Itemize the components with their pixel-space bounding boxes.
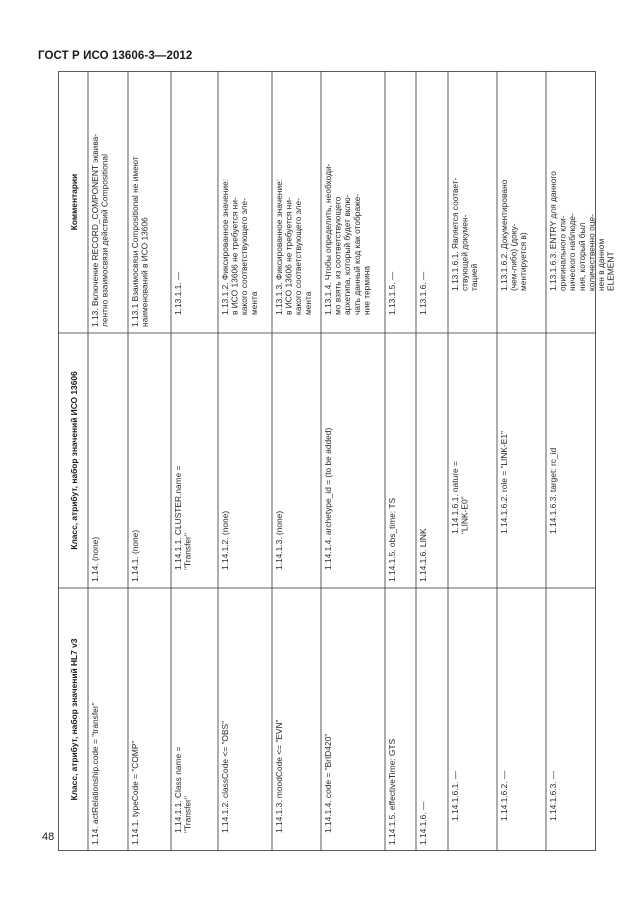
hl7-cell <box>90 702 100 845</box>
iso-cell <box>450 461 470 534</box>
iso-cell <box>130 530 140 582</box>
comment-cell-line: количественно оце- <box>586 214 597 291</box>
comment-cell-line: мента <box>302 291 313 315</box>
comment-cell <box>418 271 428 315</box>
comment-cell <box>499 179 528 291</box>
iso-cell <box>499 431 509 534</box>
hl7-cell-line: 1.14.1.6.3. — <box>548 770 558 821</box>
iso-cell-line: "LINK-E0" <box>459 496 470 534</box>
hl7-cell-line: 1.14.1.3. moodCode <= "EVN" <box>274 719 284 833</box>
comment-cell <box>274 179 313 315</box>
column-header: Класс, атрибут, набор значений ИСО 13606 <box>69 371 79 550</box>
iso-cell-line: 1.14.1.6.3. target: rc_id <box>548 447 558 534</box>
iso-cell-line: "Transfer" <box>182 533 193 570</box>
comment-cell <box>450 177 479 291</box>
comment-cell <box>220 179 259 315</box>
comment-cell-line: 1.13.1.6.2. Документировано <box>499 179 509 291</box>
mapping-table-grid <box>58 71 616 851</box>
comment-cell-line: оригинального кли- <box>557 215 568 291</box>
comment-cell-line: 1.13.1 Взаимосвязи Compositional не имеют <box>130 156 140 327</box>
comment-cell-line: 1.13.1.1. — <box>173 271 183 315</box>
comment-cell-line: в ИСО 13606 не требуется ни- <box>283 197 294 315</box>
comment-cell-line: ментируется в) <box>518 232 529 291</box>
comment-cell <box>90 134 110 327</box>
hl7-cell-line: 1.14.1. typeCode = "COMP" <box>130 740 140 845</box>
comment-cell-line: ствующей докумен- <box>459 214 470 291</box>
comment-cell <box>548 171 616 291</box>
iso-cell <box>418 528 428 582</box>
hl7-cell <box>450 770 460 821</box>
hl7-cell-line: "Transfer" <box>182 796 193 833</box>
iso-cell-line: 1.14. (none) <box>90 536 100 582</box>
hl7-cell-line: 1.14.1.6. — <box>418 801 428 845</box>
hl7-cell <box>499 770 509 821</box>
column-header: Класс, атрибут, набор значений HL7 v3 <box>69 638 79 801</box>
hl7-cell-line: 1.14. actRelationship.code = "transfer" <box>90 702 100 845</box>
comment-cell-line: нического наблюде- <box>567 213 578 291</box>
hl7-cell-line: 1.14.1.2. classCode <= "OBS" <box>220 720 230 833</box>
comment-cell-line: тацией <box>469 263 480 291</box>
comment-cell-line: ELEMENT <box>605 251 616 291</box>
iso-cell-line: 1.14.1.5. obs_time: TS <box>387 497 397 582</box>
comment-cell <box>387 271 397 315</box>
comment-cell-line: ния, который был <box>576 222 587 291</box>
hl7-cell-line: 1.14.1.5. effectiveTime: GTS <box>387 738 397 845</box>
comment-cell-line: мо взять из соответствующего <box>332 196 343 315</box>
comment-cell <box>173 271 183 315</box>
iso-cell-line: 1.14.1.4. archetype_id = (to be added) <box>323 427 333 570</box>
hl7-cell-line: 1.14.1.6.1. — <box>450 770 460 821</box>
iso-cell <box>323 428 333 570</box>
iso-cell-line: 1.14.1.3. (none) <box>274 510 284 570</box>
iso-cell-line: 1.14.1.2. (none) <box>220 510 230 570</box>
iso-cell <box>173 465 193 570</box>
iso-cell-line: 1.14.1. (none) <box>130 529 140 582</box>
hl7-cell <box>130 741 140 845</box>
iso-cell <box>274 511 284 570</box>
comment-cell-line: наименований в ИСО 13606 <box>139 217 150 327</box>
comment-cell <box>130 156 150 327</box>
hl7-cell <box>548 770 558 821</box>
hl7-cell <box>220 721 230 833</box>
comment-cell-line: 1.13. Включение RECORD_COMPONENT эквива- <box>90 133 100 327</box>
comment-cell-line: архетипа, который будет вклю- <box>342 194 353 315</box>
comment-cell <box>323 163 371 315</box>
comment-cell-line: мента <box>248 291 259 315</box>
comment-cell-line: нен в данном <box>596 238 606 291</box>
comment-cell-line: чать данный код как отображе- <box>351 193 362 315</box>
comment-cell-line: 1.13.1.6. — <box>418 271 428 315</box>
hl7-cell-line: 1.14.1.6.2. — <box>499 770 509 821</box>
iso-cell-line: 1.14.1.6. LINK <box>418 528 428 582</box>
column-header: Комментарии <box>69 173 79 231</box>
hl7-cell <box>274 719 284 833</box>
comment-cell-line: в ИСО 13606 не требуется ни- <box>229 197 240 315</box>
iso-cell-line: 1.14.1.1. CLUSTER.name = <box>173 465 183 570</box>
hl7-cell-line: 1.14.1.4. code = "BrID420" <box>323 733 333 833</box>
comment-cell-line: (чем-либо) (доку- <box>508 223 519 291</box>
comment-cell-line: 1.13.1.6.1. Является соответ- <box>450 177 460 291</box>
comment-cell-line: какого соответствующего эле- <box>293 198 304 315</box>
iso-cell-line: 1.14.1.6.1. nature = <box>450 461 460 534</box>
iso-cell <box>220 511 230 570</box>
comment-cell-line: 1.13.1.3. Фиксированное значение: <box>274 178 284 315</box>
document-header: ГОСТ Р ИСО 13606-3—2012 <box>38 50 193 62</box>
hl7-cell <box>387 738 397 845</box>
page-number: 48 <box>42 831 55 843</box>
hl7-cell-line: 1.14.1.1. Class name = <box>173 746 183 833</box>
iso-cell <box>548 448 558 534</box>
iso-cell <box>387 497 397 582</box>
comment-cell-line: какого соответствующего эле- <box>239 198 250 315</box>
iso-cell-line: 1.14.1.6.2. role = "LINK-E1" <box>499 430 509 534</box>
comment-cell-line: 1.13.1.5. — <box>387 271 397 315</box>
comment-cell-line: 1.13.1.6.3. ENTRY для данного <box>548 171 558 291</box>
comment-cell-line: ние термина <box>361 265 372 315</box>
comment-cell-line: 1.13.1.2. Фиксированное значение: <box>220 178 230 315</box>
comment-cell-line: лентно взаимосвязи действий Compositional <box>99 154 110 327</box>
mapping-table <box>58 71 616 851</box>
comment-cell-line: 1.13.1.4. Чтобы определить, необходи- <box>323 163 333 315</box>
hl7-cell <box>323 734 333 833</box>
iso-cell <box>90 537 100 582</box>
hl7-cell <box>173 747 193 833</box>
hl7-cell <box>418 801 428 845</box>
